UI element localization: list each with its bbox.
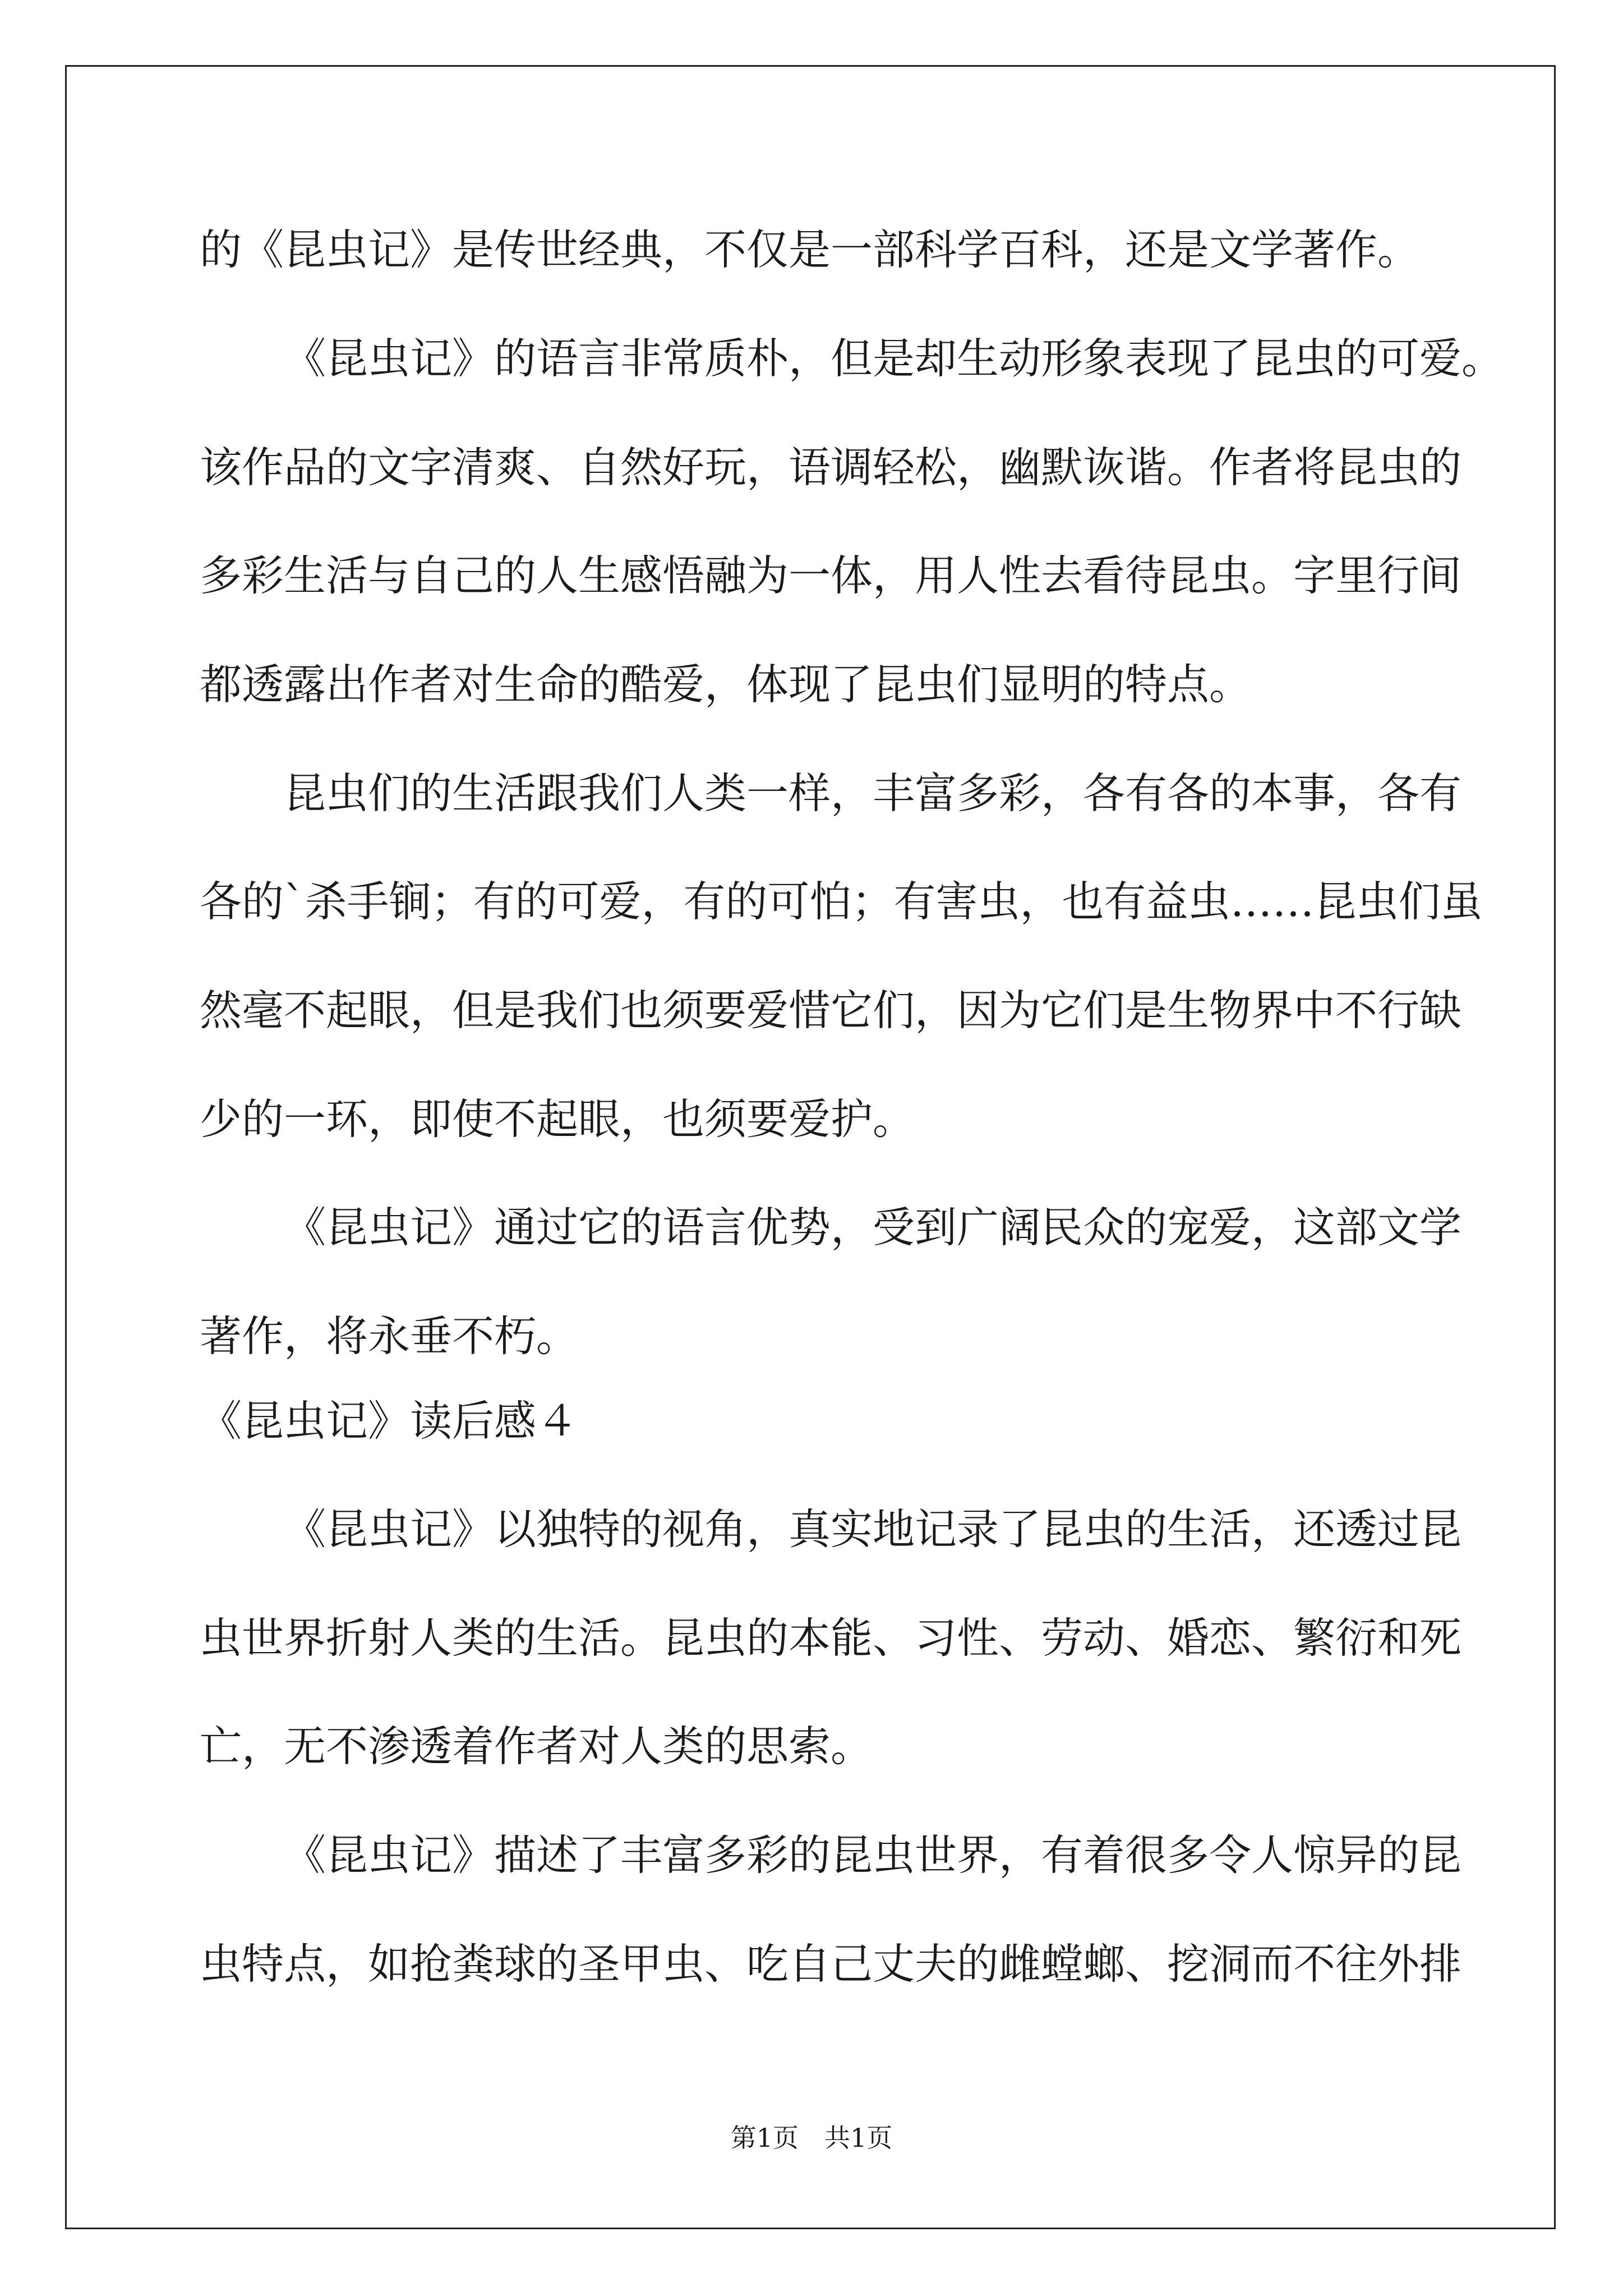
section-heading: 《昆虫记》读后感４ [200,1396,579,1446]
paragraph-start: 《昆虫记》以独特的视角，真实地记录了昆虫的生活，还透过昆 [284,1504,1462,1554]
text-line: 虫世界折射人类的生活。昆虫的本能、习性、劳动、婚恋、繁衍和死 [200,1613,1462,1663]
text-line: 都透露出作者对生命的酷爱，体现了昆虫们显明的特点。 [200,660,1252,709]
paragraph-start: 《昆虫记》通过它的语言优势，受到广阔民众的宠爱，这部文学 [284,1203,1462,1252]
paragraph-start: 《昆虫记》描述了丰富多彩的昆虫世界，有着很多令人惊异的昆 [284,1830,1462,1880]
page-border [65,65,1556,2229]
text-line: 亡，无不渗透着作者对人类的思索。 [200,1722,873,1771]
text-line: 然毫不起眼，但是我们也须要爱惜它们，因为它们是生物界中不行缺 [200,986,1462,1035]
text-line: 各的`杀手锏；有的可爱，有的可怕；有害虫，也有益虫……昆虫们虽 [200,877,1483,926]
paragraph-start: 昆虫们的生活跟我们人类一样，丰富多彩，各有各的本事，各有 [284,769,1462,818]
text-line: 多彩生活与自己的人生感悟融为一体，用人性去看待昆虫。字里行间 [200,551,1462,600]
paragraph-start: 《昆虫记》的语言非常质朴，但是却生动形象表现了昆虫的可爱。 [284,334,1504,383]
text-line: 的《昆虫记》是传世经典，不仅是一部科学百科，还是文学著作。 [200,225,1420,274]
text-line: 该作品的文字清爽、自然好玩，语调轻松，幽默诙谐。作者将昆虫的 [200,443,1462,492]
text-line: 少的一环，即使不起眼，也须要爱护。 [200,1094,915,1144]
text-line: 虫特点，如抢粪球的圣甲虫、吃自己丈夫的雌螳螂、挖洞而不往外排 [200,1939,1462,1989]
text-line: 著作，将永垂不朽。 [200,1312,579,1361]
page-footer: 第1页 共1页 [730,2123,893,2153]
